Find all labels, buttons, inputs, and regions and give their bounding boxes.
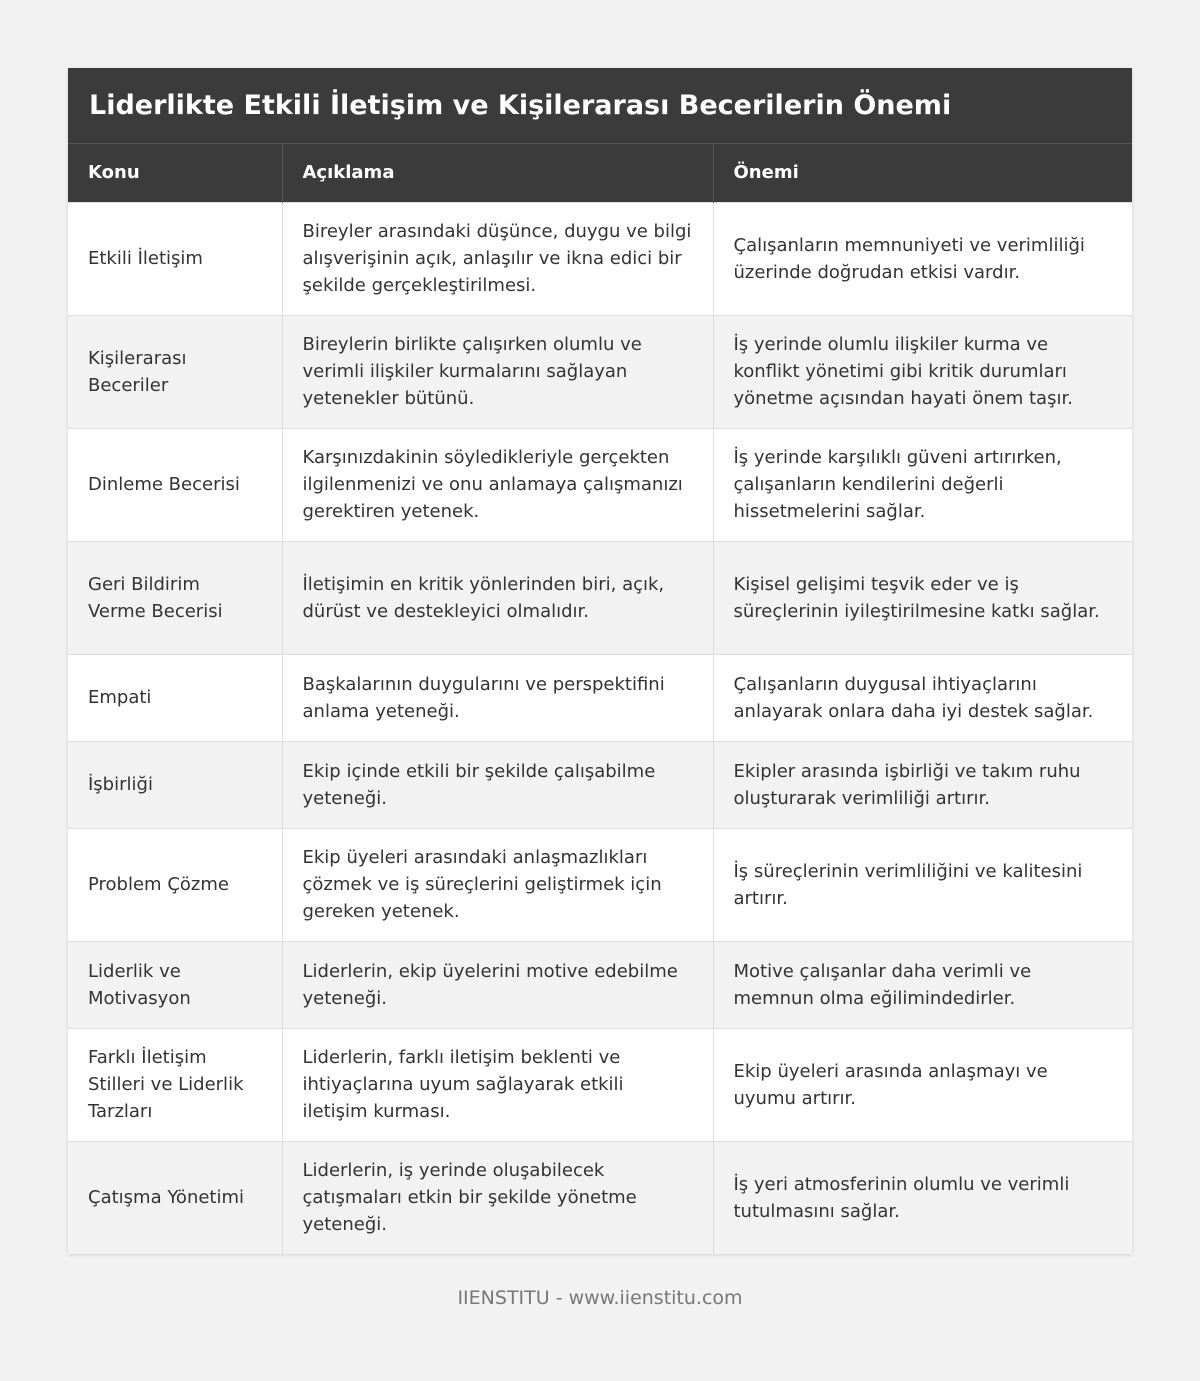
cell-onemi: Motive çalışanlar daha verimli ve memnun olma eğilimindedirler.	[713, 941, 1132, 1028]
info-table	[68, 144, 1132, 1254]
cell-onemi: Çalışanların duygusal ihtiyaçlarını anlayarak onlara daha iyi destek sağlar.	[713, 654, 1132, 741]
cell-aciklama: Ekip üyeleri arasındaki anlaşmazlıkları çözmek ve iş süreçlerini geliştirmek için gereken yetenek.	[282, 828, 713, 941]
cell-konu: Kişilerarası Beceriler	[68, 315, 282, 428]
page-title: Liderlikte Etkili İletişim ve Kişilerarası Becerilerin Önemi	[89, 90, 952, 121]
cell-konu: Etkili İletişim	[68, 202, 282, 315]
cell-konu: Problem Çözme	[68, 828, 282, 941]
cell-konu: İşbirliği	[68, 741, 282, 828]
cell-aciklama: İletişimin en kritik yönlerinden biri, açık, dürüst ve destekleyici olmalıdır.	[282, 541, 713, 654]
cell-onemi: Kişisel gelişimi teşvik eder ve iş süreçlerinin iyileştirilmesine katkı sağlar.	[713, 541, 1132, 654]
cell-onemi: İş yeri atmosferinin olumlu ve verimli tutulmasını sağlar.	[713, 1141, 1132, 1254]
cell-aciklama: Bireyler arasındaki düşünce, duygu ve bilgi alışverişinin açık, anlaşılır ve ikna edici bir şekilde gerçekleştirilmesi.	[282, 202, 713, 315]
table-row	[68, 941, 1132, 1028]
cell-aciklama: Liderlerin, farklı iletişim beklenti ve ihtiyaçlarına uyum sağlayarak etkili iletişim kurması.	[282, 1028, 713, 1141]
table-row	[68, 541, 1132, 654]
table-row	[68, 315, 1132, 428]
column-header-aciklama: Açıklama	[282, 144, 713, 202]
table-row	[68, 654, 1132, 741]
table-row	[68, 428, 1132, 541]
cell-onemi: İş yerinde karşılıklı güveni artırırken, çalışanların kendilerini değerli hissetmelerini sağlar.	[713, 428, 1132, 541]
table-row	[68, 1028, 1132, 1141]
cell-konu: Empati	[68, 654, 282, 741]
table-card	[68, 68, 1132, 1254]
table-row	[68, 202, 1132, 315]
column-header-onemi: Önemi	[713, 144, 1132, 202]
table-row	[68, 1141, 1132, 1254]
table-header-row	[68, 144, 1132, 202]
cell-konu: Çatışma Yönetimi	[68, 1141, 282, 1254]
column-header-konu: Konu	[68, 144, 282, 202]
cell-aciklama: Karşınızdakinin söyledikleriyle gerçekten ilgilenmenizi ve onu anlamaya çalışmanızı gerektiren yetenek.	[282, 428, 713, 541]
cell-konu: Geri Bildirim Verme Becerisi	[68, 541, 282, 654]
cell-onemi: Ekipler arasında işbirliği ve takım ruhu oluşturarak verimliliği artırır.	[713, 741, 1132, 828]
footer-credit: IIENSTITU - www.iienstitu.com	[457, 1287, 743, 1309]
cell-aciklama: Liderlerin, ekip üyelerini motive edebilme yeteneği.	[282, 941, 713, 1028]
table-row	[68, 828, 1132, 941]
cell-konu: Liderlik ve Motivasyon	[68, 941, 282, 1028]
table-row	[68, 741, 1132, 828]
cell-konu: Farklı İletişim Stilleri ve Liderlik Tarzları	[68, 1028, 282, 1141]
title-bar	[68, 68, 1132, 144]
cell-aciklama: Bireylerin birlikte çalışırken olumlu ve verimli ilişkiler kurmalarını sağlayan yetenekler bütünü.	[282, 315, 713, 428]
cell-onemi: İş yerinde olumlu ilişkiler kurma ve konflikt yönetimi gibi kritik durumları yönetme açısından hayati önem taşır.	[713, 315, 1132, 428]
cell-onemi: Çalışanların memnuniyeti ve verimliliği üzerinde doğrudan etkisi vardır.	[713, 202, 1132, 315]
cell-onemi: Ekip üyeleri arasında anlaşmayı ve uyumu artırır.	[713, 1028, 1132, 1141]
cell-onemi: İş süreçlerinin verimliliğini ve kalitesini artırır.	[713, 828, 1132, 941]
cell-aciklama: Ekip içinde etkili bir şekilde çalışabilme yeteneği.	[282, 741, 713, 828]
cell-aciklama: Liderlerin, iş yerinde oluşabilecek çatışmaları etkin bir şekilde yönetme yeteneği.	[282, 1141, 713, 1254]
cell-konu: Dinleme Becerisi	[68, 428, 282, 541]
cell-aciklama: Başkalarının duygularını ve perspektifini anlama yeteneği.	[282, 654, 713, 741]
